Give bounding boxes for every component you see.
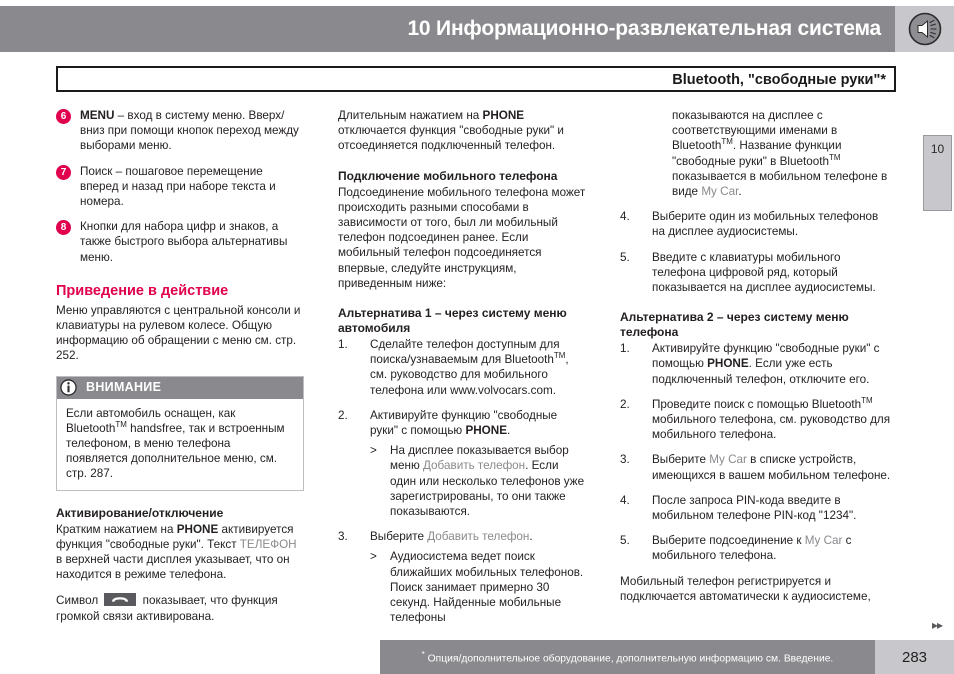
paragraph-onoff-2: [56, 593, 304, 623]
note-box: [56, 376, 304, 491]
heading-activation: Приведение в действие: [56, 282, 229, 299]
device-name-my-car: My Car: [701, 185, 739, 199]
step-number: 2.: [620, 397, 630, 411]
step-text-a: Активируйте функцию "свободные руки" с помощью: [652, 342, 880, 371]
header-icon-container: [895, 6, 954, 52]
list-item: [56, 219, 304, 265]
step-text-b: с мобильного телефона.: [652, 534, 852, 563]
cont-d: .: [738, 185, 742, 199]
phone-button-label: PHONE: [707, 357, 749, 371]
phone-button-label: PHONE: [176, 522, 219, 536]
step-text: После запроса PIN-кода введите в мобильном телефоне PIN-код "1234".: [652, 493, 857, 523]
list-item: [620, 341, 894, 387]
onoff2-text-b: показывает, что функция громкой связи активирована.: [56, 594, 278, 623]
list-item: [338, 529, 586, 625]
paragraph-activation: Меню управляются с центральной консоли и клавиатуры на рулевом колесе. Общую информацию об обращении с меню см. стр. 252.: [56, 303, 301, 363]
step-text-b: , см. руководство для мобильного телефона или www.volvocars.com.: [370, 353, 569, 397]
list-item: [338, 337, 586, 398]
list-item: [620, 250, 894, 296]
list-item: [56, 164, 304, 210]
footnote-star: *: [421, 649, 425, 659]
content-columns: [56, 108, 902, 625]
step-text: [370, 530, 533, 543]
page-number-value: 283: [901, 648, 928, 666]
callout-badge: 7: [56, 165, 71, 180]
list-item: [620, 493, 894, 523]
chapter-tab: [923, 135, 952, 211]
note-text-post: handsfree, так и встроенным телефоном, в меню телефона появляется дополнительное меню, см. стр. 287.: [66, 421, 285, 481]
sub-step-text: [390, 444, 584, 518]
paragraph-onoff-1: [56, 522, 304, 583]
numbered-callout-list: [56, 108, 304, 265]
heading-activation-deactivation: Активирование/отключение: [56, 505, 224, 520]
sub-step-continuation: [620, 108, 894, 199]
step-number: 5.: [620, 534, 630, 548]
step-text-a: Сделайте телефон доступным для поиска/узнаваемым для Bluetooth: [370, 338, 560, 367]
list-item: [620, 533, 894, 563]
paragraph-longpress: [338, 108, 586, 154]
note-text-pre: Если автомобиль оснащен, как Bluetooth: [66, 406, 236, 435]
sub-step: [652, 108, 894, 199]
sub-text-b: . Если один или несколько телефонов уже зарегистрированы, то они также показываются.: [390, 459, 585, 519]
sub-step: [370, 549, 586, 625]
paragraph-closing: Мобильный телефон регистрируется и подключается автоматически к аудиосистеме,: [620, 574, 871, 603]
step-list-continued: [620, 209, 894, 295]
step-text-a: Активируйте функцию "свободные руки" с помощью: [370, 408, 558, 438]
trademark-sup: TM: [829, 152, 841, 162]
heading-connect-phone: Подключение мобильного телефона: [338, 168, 558, 183]
step-text: [370, 409, 557, 437]
menu-item-add-phone: Добавить телефон: [427, 530, 530, 544]
list-item: [338, 408, 586, 519]
callout-body: – вход в систему меню. Вверх/вниз при помощи кнопок переход между выборами меню.: [80, 109, 299, 153]
cont-b: . Название функции "свободные руки" в Bluetooth: [672, 139, 842, 168]
device-name-my-car: My Car: [804, 534, 843, 548]
trademark-sup: TM: [861, 395, 873, 405]
onoff2-text-a: Символ: [56, 594, 102, 608]
note-box-header: [57, 377, 303, 399]
step-number: 5.: [620, 250, 630, 264]
step-number: 3.: [620, 453, 630, 467]
page-header-bar: [0, 6, 895, 52]
sub-text-a: На дисплее показывается выбор меню: [390, 444, 569, 473]
step-text-b: . Если уже есть подключенный телефон, отключите его.: [652, 357, 870, 386]
callout-lead: MENU: [80, 109, 115, 122]
step-number: 1.: [338, 338, 348, 352]
step-text: [370, 338, 569, 397]
callout-body: Поиск – пошаговое перемещение вперед и назад при наборе текста и номера.: [80, 164, 276, 209]
heading-alternative-1: Альтернатива 1 – через систему меню автомобиля: [338, 306, 567, 336]
callout-body: Кнопки для набора цифр и знаков, а также быстрого выбора альтернативы меню.: [80, 220, 288, 264]
onoff-text-c: активируется функция "свободные руки". Текст: [56, 522, 294, 551]
continuation-text: [672, 109, 887, 198]
phone-button-label: PHONE: [482, 109, 525, 122]
heading-alternative-2: Альтернатива 2 – через систему меню телефона: [620, 310, 849, 340]
step-number: 4.: [620, 493, 630, 507]
step-list-alternative-2: [620, 341, 894, 563]
step-text: [652, 395, 891, 442]
column-2: [338, 108, 620, 625]
step-number: 1.: [620, 342, 630, 356]
note-box-title: ВНИМАНИЕ: [86, 380, 162, 395]
step-text-a: Проведите поиск с помощью Bluetooth: [652, 397, 862, 411]
longpress-c: отключается функция "свободные руки" и отсоединяется подключенный телефон.: [338, 124, 564, 153]
list-item: [620, 209, 894, 239]
speaker-icon: [907, 11, 943, 47]
step-text-b: .: [529, 530, 533, 544]
step-number: 4.: [620, 210, 630, 224]
info-icon: [60, 379, 77, 396]
paragraph-connect: Подсоединение мобильного телефона может происходить разными способами в зависимости от того, был ли мобильный телефон подсоединен ранее. Если мобильный телефон подсоединяется впервые, следуйте инструкциям, приведенным ниже:: [338, 185, 586, 290]
step-text-b: в списке устройств, имеющихся в вашем мобильном телефоне.: [652, 453, 891, 482]
step-text: Выберите один из мобильных телефонов на дисплее аудиосистемы.: [652, 210, 879, 239]
sub-step-text: Аудиосистема ведет поиск ближайших мобильных телефонов. Поиск занимает примерно 30 секунд. Найденные мобильные телефоны: [390, 550, 584, 625]
callout-badge: 6: [56, 109, 71, 124]
longpress-a: Длительным нажатием на: [338, 109, 483, 122]
cont-a: показываются на дисплее с соответствующими именами в Bluetooth: [672, 109, 838, 153]
device-name-my-car: My Car: [709, 453, 747, 467]
next-page-arrows-icon: ▸▸: [931, 618, 942, 632]
step-text-a: Выберите подсоединение к: [652, 534, 805, 548]
step-text-a: Выберите: [652, 453, 710, 467]
step-number: 2.: [338, 408, 348, 422]
callout-badge: 8: [56, 220, 71, 235]
onoff-text-d: в верхней части дисплея указывает, что он находится в режиме телефона.: [56, 553, 290, 582]
sub-step: [370, 443, 586, 519]
section-title: Bluetooth, "свободные руки"*: [672, 72, 886, 88]
phone-handset-icon: [104, 593, 136, 606]
trademark-sup: TM: [553, 351, 566, 361]
step-list-alternative-1: [338, 337, 586, 625]
callout-text: [80, 109, 299, 152]
trademark-sup: TM: [721, 137, 733, 147]
step-text-b: мобильного телефона, см. руководство для мобильного телефона.: [652, 413, 891, 442]
note-text-sup: TM: [115, 419, 127, 429]
cont-c: показывается в мобильном телефоне в виде: [672, 169, 888, 199]
step-text-b: .: [507, 424, 511, 438]
page-number: [875, 640, 954, 674]
section-title-bar: [56, 66, 896, 92]
phone-button-label: PHONE: [465, 424, 508, 438]
list-item: [620, 452, 894, 482]
step-number: 3.: [338, 530, 348, 544]
step-text: [652, 453, 890, 481]
note-box-body: [57, 399, 303, 490]
page-title: 10 Информационно-развлекательная система: [407, 17, 881, 40]
column-3: [620, 108, 902, 608]
step-text: [652, 534, 852, 562]
menu-item-add-phone: Добавить телефон: [423, 459, 526, 473]
list-item: [620, 397, 894, 443]
footer-note-bar: [380, 640, 875, 674]
footer-note: [422, 650, 834, 664]
step-text: Введите с клавиатуры мобильного телефона цифровой ряд, который показывается на дисплее аудиосистемы.: [652, 250, 876, 295]
step-text: [652, 342, 880, 385]
sub-step-arrow: >: [370, 550, 377, 564]
step-text-a: Выберите: [370, 530, 428, 544]
chapter-tab-number: 10: [930, 142, 945, 156]
onoff-text-a: Кратким нажатием на: [56, 522, 177, 536]
list-item: [56, 108, 304, 154]
sub-step-arrow: >: [370, 444, 377, 458]
footnote-text: Опция/дополнительное оборудование, дополнительную информацию см. Введение.: [427, 653, 834, 665]
column-1: [56, 108, 338, 623]
display-text-telephone: ТЕЛЕФОН: [239, 537, 297, 551]
